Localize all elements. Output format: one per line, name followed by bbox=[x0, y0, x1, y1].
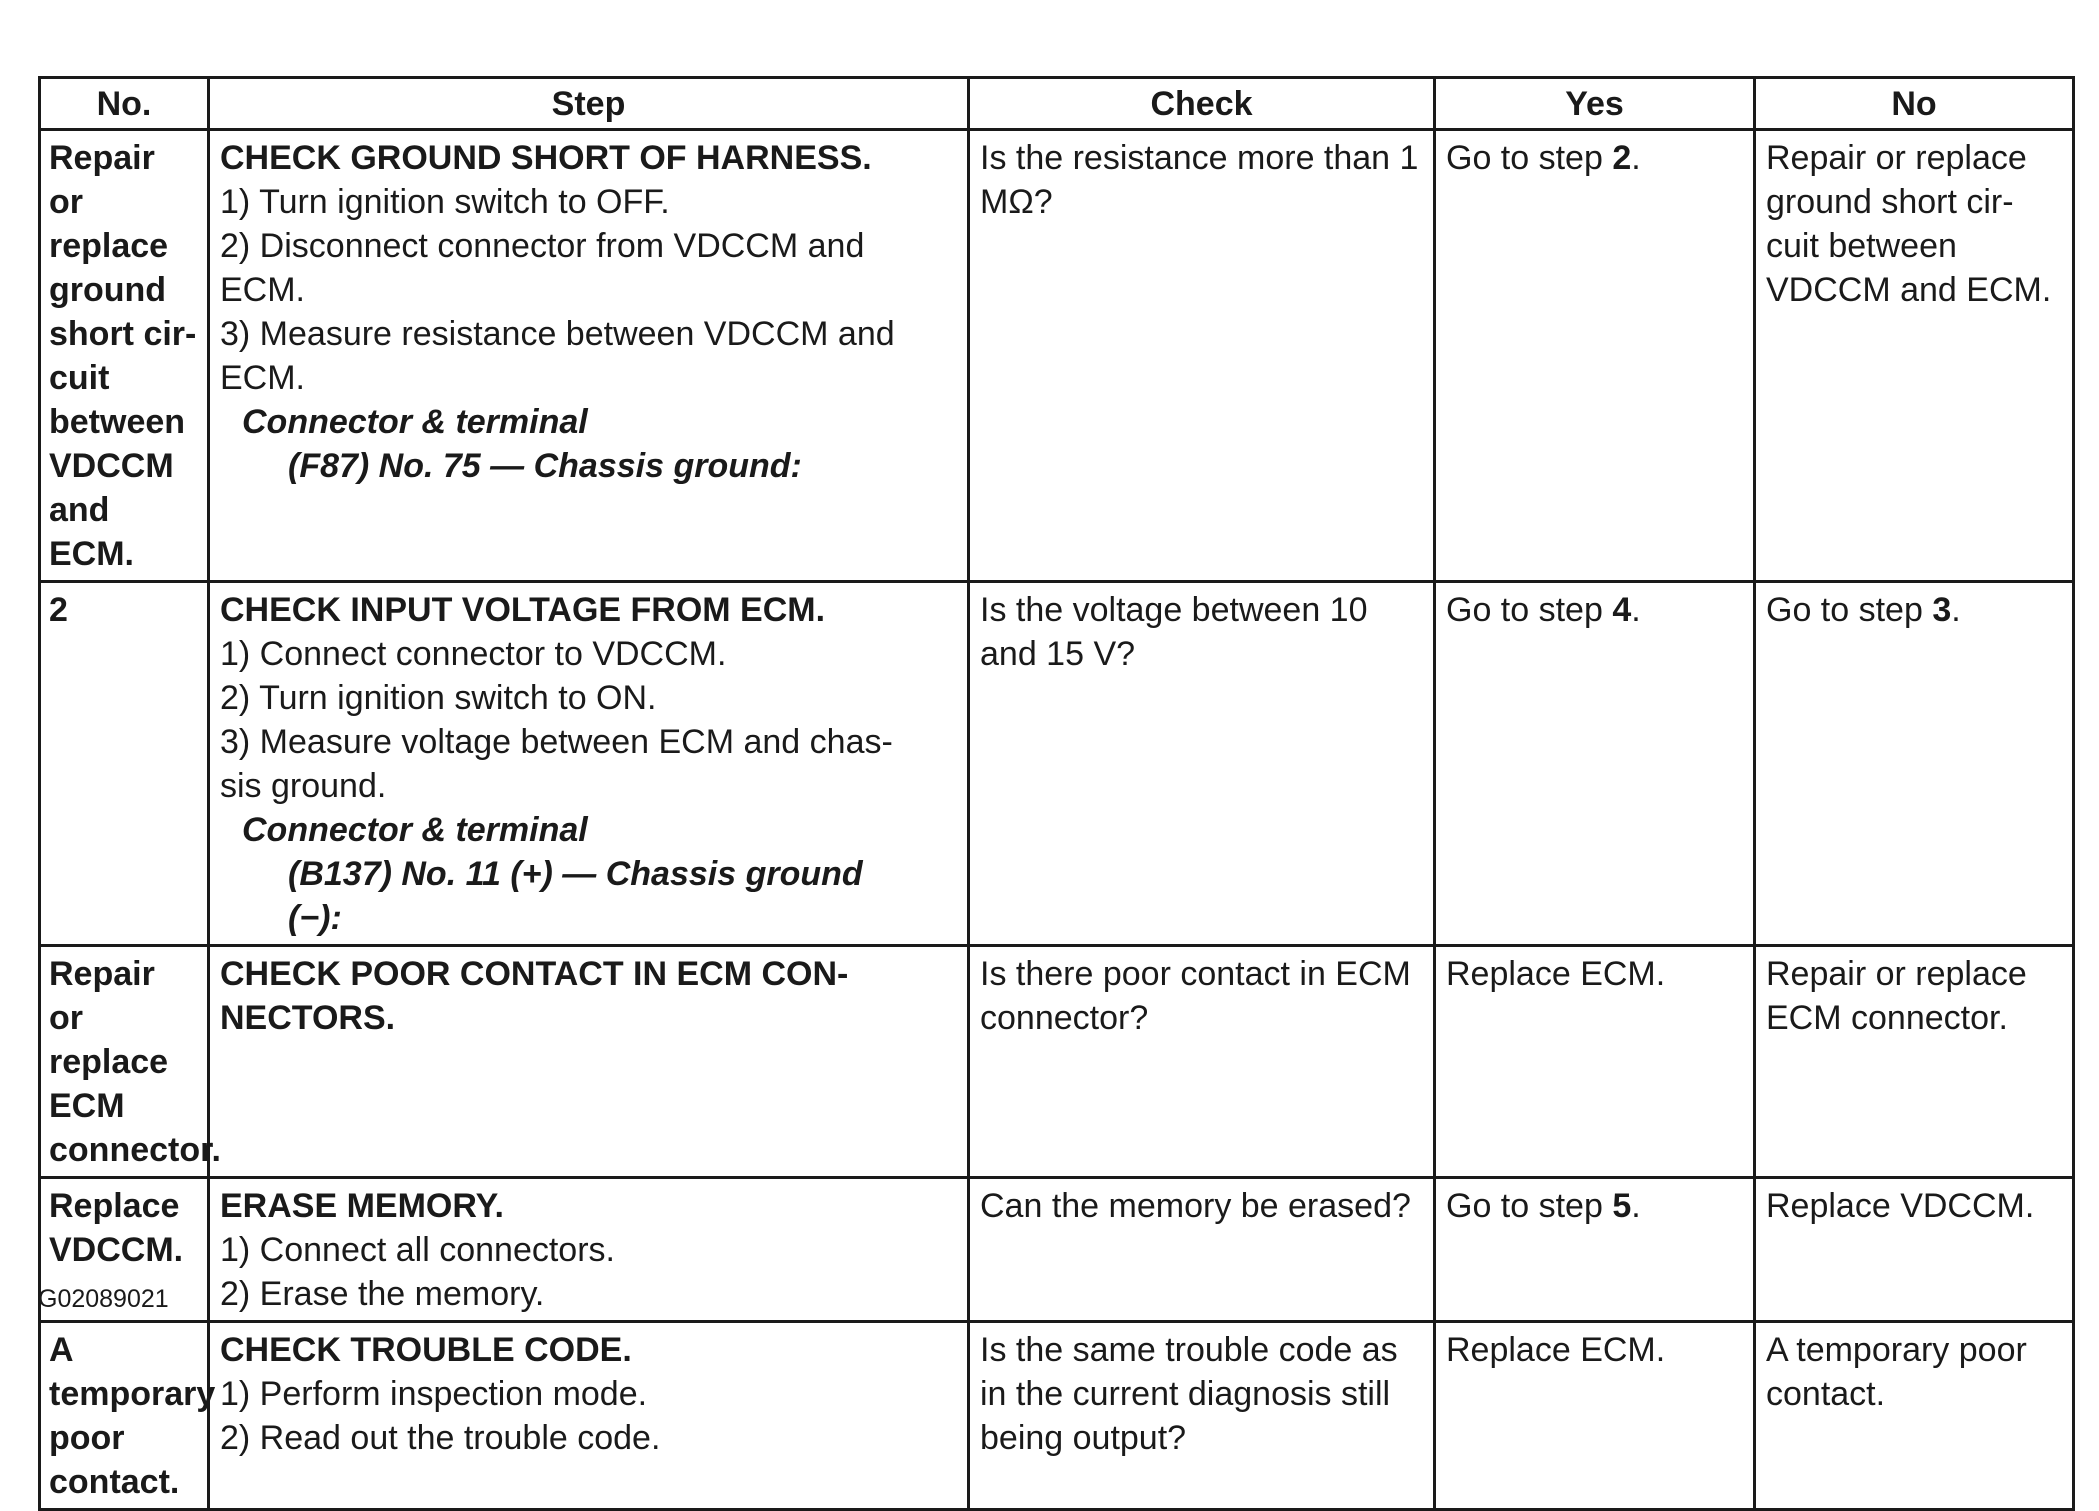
diagnostic-table-container bbox=[38, 76, 2072, 1511]
no-cell: Replace VDCCM. bbox=[1755, 1178, 2074, 1322]
step-number: A temporary poor contact. bbox=[40, 1322, 209, 1510]
table-row bbox=[40, 946, 2074, 1178]
step-line: 2) Read out the trouble code. bbox=[220, 1419, 661, 1457]
step-title-cont: NECTORS. bbox=[220, 999, 396, 1037]
header-no-result: No bbox=[1755, 78, 2074, 130]
check-cell: Is the voltage between 10 and 15 V? bbox=[969, 582, 1435, 946]
no-cell: Repair or replace ECM connector. bbox=[1755, 946, 2074, 1178]
figure-id: G02089021 bbox=[38, 1285, 169, 1313]
connector-label: Connector & terminal bbox=[242, 811, 588, 849]
yes-text: Go to step bbox=[1446, 139, 1613, 177]
connector-label: Connector & terminal bbox=[242, 403, 588, 441]
step-number: 2 bbox=[40, 582, 209, 946]
step-line: 1) Connect connector to VDCCM. bbox=[220, 635, 727, 673]
yes-cell bbox=[1435, 1178, 1755, 1322]
diagnostic-table bbox=[38, 76, 2075, 1511]
header-yes: Yes bbox=[1435, 78, 1755, 130]
step-title: CHECK GROUND SHORT OF HARNESS. bbox=[220, 139, 872, 177]
no-cell: A temporary poor contact. bbox=[1755, 1322, 2074, 1510]
step-cell bbox=[209, 1178, 969, 1322]
step-number: Repair or replace ground short cir-cuit between VDCCM and ECM. bbox=[40, 130, 209, 582]
step-line: sis ground. bbox=[220, 767, 387, 805]
check-cell: Can the memory be erased? bbox=[969, 1178, 1435, 1322]
table-row bbox=[40, 130, 2074, 582]
step-title: CHECK INPUT VOLTAGE FROM ECM. bbox=[220, 591, 826, 629]
table-row bbox=[40, 1178, 2074, 1322]
yes-step-ref: 2 bbox=[1612, 139, 1632, 177]
yes-cell bbox=[1435, 582, 1755, 946]
no-cell: Repair or replace ground short cir-cuit between VDCCM and ECM. bbox=[1755, 130, 2074, 582]
table-row bbox=[40, 582, 2074, 946]
step-cell bbox=[209, 946, 969, 1178]
check-cell: Is there poor contact in ECM connector? bbox=[969, 946, 1435, 1178]
step-line: 1) Turn ignition switch to OFF. bbox=[220, 183, 670, 221]
step-line: 1) Connect all connectors. bbox=[220, 1231, 615, 1269]
no-step-ref: 3 bbox=[1932, 591, 1952, 629]
header-check: Check bbox=[969, 78, 1435, 130]
table-row bbox=[40, 1322, 2074, 1510]
step-line: ECM. bbox=[220, 271, 305, 309]
yes-cell bbox=[1435, 130, 1755, 582]
yes-suffix: . bbox=[1631, 139, 1641, 177]
yes-step-ref: 5 bbox=[1612, 1187, 1632, 1225]
step-title: CHECK POOR CONTACT IN ECM CON- bbox=[220, 955, 849, 993]
step-line: 3) Measure resistance between VDCCM and bbox=[220, 315, 895, 353]
table-header-row bbox=[40, 78, 2074, 130]
step-line: 1) Perform inspection mode. bbox=[220, 1375, 648, 1413]
header-step: Step bbox=[209, 78, 969, 130]
step-cell bbox=[209, 1322, 969, 1510]
yes-text: Go to step bbox=[1446, 1187, 1613, 1225]
no-suffix: . bbox=[1951, 591, 1961, 629]
yes-suffix: . bbox=[1631, 591, 1641, 629]
check-cell: Is the same trouble code as in the current diagnosis still being output? bbox=[969, 1322, 1435, 1510]
connector-terminal: (F87) No. 75 — Chassis ground: bbox=[288, 447, 802, 485]
step-title: ERASE MEMORY. bbox=[220, 1187, 505, 1225]
yes-text: Go to step bbox=[1446, 591, 1613, 629]
yes-suffix: . bbox=[1631, 1187, 1641, 1225]
step-line: 2) Disconnect connector from VDCCM and bbox=[220, 227, 865, 265]
yes-cell: Replace ECM. bbox=[1435, 1322, 1755, 1510]
header-no: No. bbox=[40, 78, 209, 130]
step-cell bbox=[209, 130, 969, 582]
step-number: Repair or replace ECM connector. bbox=[40, 946, 209, 1178]
yes-step-ref: 4 bbox=[1612, 591, 1632, 629]
step-cell bbox=[209, 582, 969, 946]
step-number: Replace VDCCM. bbox=[40, 1178, 209, 1322]
step-line: 2) Erase the memory. bbox=[220, 1275, 545, 1313]
connector-terminal-cont: (−): bbox=[288, 899, 342, 937]
step-line: 2) Turn ignition switch to ON. bbox=[220, 679, 657, 717]
step-line: ECM. bbox=[220, 359, 305, 397]
no-cell bbox=[1755, 582, 2074, 946]
yes-cell: Replace ECM. bbox=[1435, 946, 1755, 1178]
step-line: 3) Measure voltage between ECM and chas- bbox=[220, 723, 893, 761]
connector-terminal: (B137) No. 11 (+) — Chassis ground bbox=[288, 855, 863, 893]
check-cell: Is the resistance more than 1 MΩ? bbox=[969, 130, 1435, 582]
step-title: CHECK TROUBLE CODE. bbox=[220, 1331, 632, 1369]
no-text: Go to step bbox=[1766, 591, 1933, 629]
